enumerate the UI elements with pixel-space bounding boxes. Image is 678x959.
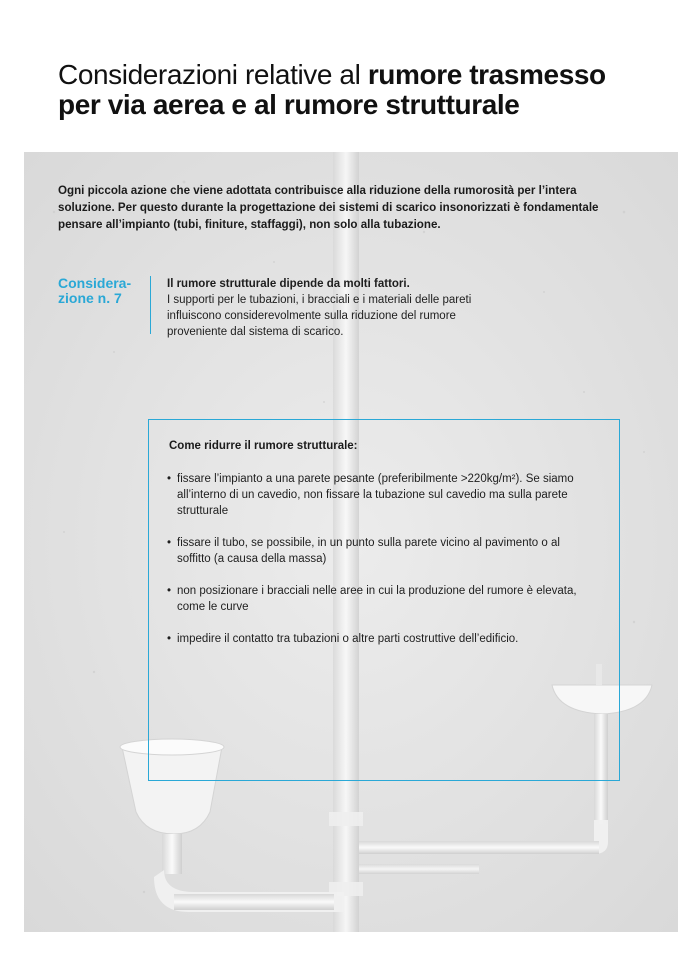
consideration-divider — [150, 276, 151, 334]
page-title-bold-1: rumore trasmesso — [367, 59, 606, 90]
list-item — [167, 535, 587, 567]
page-title-light: Considerazioni relative al — [58, 59, 368, 90]
consideration-label: Considera-zione n. 7 — [58, 275, 132, 306]
list-item-text: impedire il contatto tra tubazioni o altre parti costruttive dell’edificio. — [177, 633, 519, 645]
consideration-text — [167, 276, 497, 340]
bullet: • — [167, 537, 172, 549]
page-title-bold-2: per via aerea e al rumore strutturale — [58, 89, 520, 120]
list-item-text: non posizionare i bracciali nelle aree in cui la produzione del rumore è elevata, come le curve — [177, 585, 577, 613]
consideration-body: I supporti per le tubazioni, i bracciali e i materiali delle pareti influiscono considerevolmente sulla riduzione del rumore proveniente dal sistema di scarico. — [167, 294, 472, 338]
intro-paragraph: Ogni piccola azione che viene adottata contribuisce alla riduzione della rumorosità per l’intera soluzione. Per questo durante la progettazione dei sistemi di scarico insonorizzati è fondamentale pensare all’impianto (tubi, finiture, staffaggi), non solo alla tubazione. — [58, 184, 599, 231]
box-list — [167, 471, 587, 663]
list-item — [167, 471, 587, 519]
list-item — [167, 583, 587, 615]
list-item — [167, 631, 587, 647]
bullet: • — [167, 473, 172, 485]
structural-noise-box — [148, 419, 620, 781]
list-item-text: fissare l’impianto a una parete pesante (preferibilmente >220kg/m²). Se siamo all’interno di un cavedio, non fissare la tubazione sul cavedio ma sulla parete strutturale — [177, 473, 574, 517]
page-title — [58, 60, 658, 120]
bullet: • — [167, 633, 172, 645]
concrete-panel — [24, 152, 678, 932]
bullet: • — [167, 585, 172, 597]
consideration-lead: Il rumore strutturale dipende da molti fattori. — [167, 278, 410, 290]
list-item-text: fissare il tubo, se possibile, in un punto sulla parete vicino al pavimento o al soffitto (a causa della massa) — [177, 537, 560, 565]
box-title: Come ridurre il rumore strutturale: — [169, 440, 358, 452]
